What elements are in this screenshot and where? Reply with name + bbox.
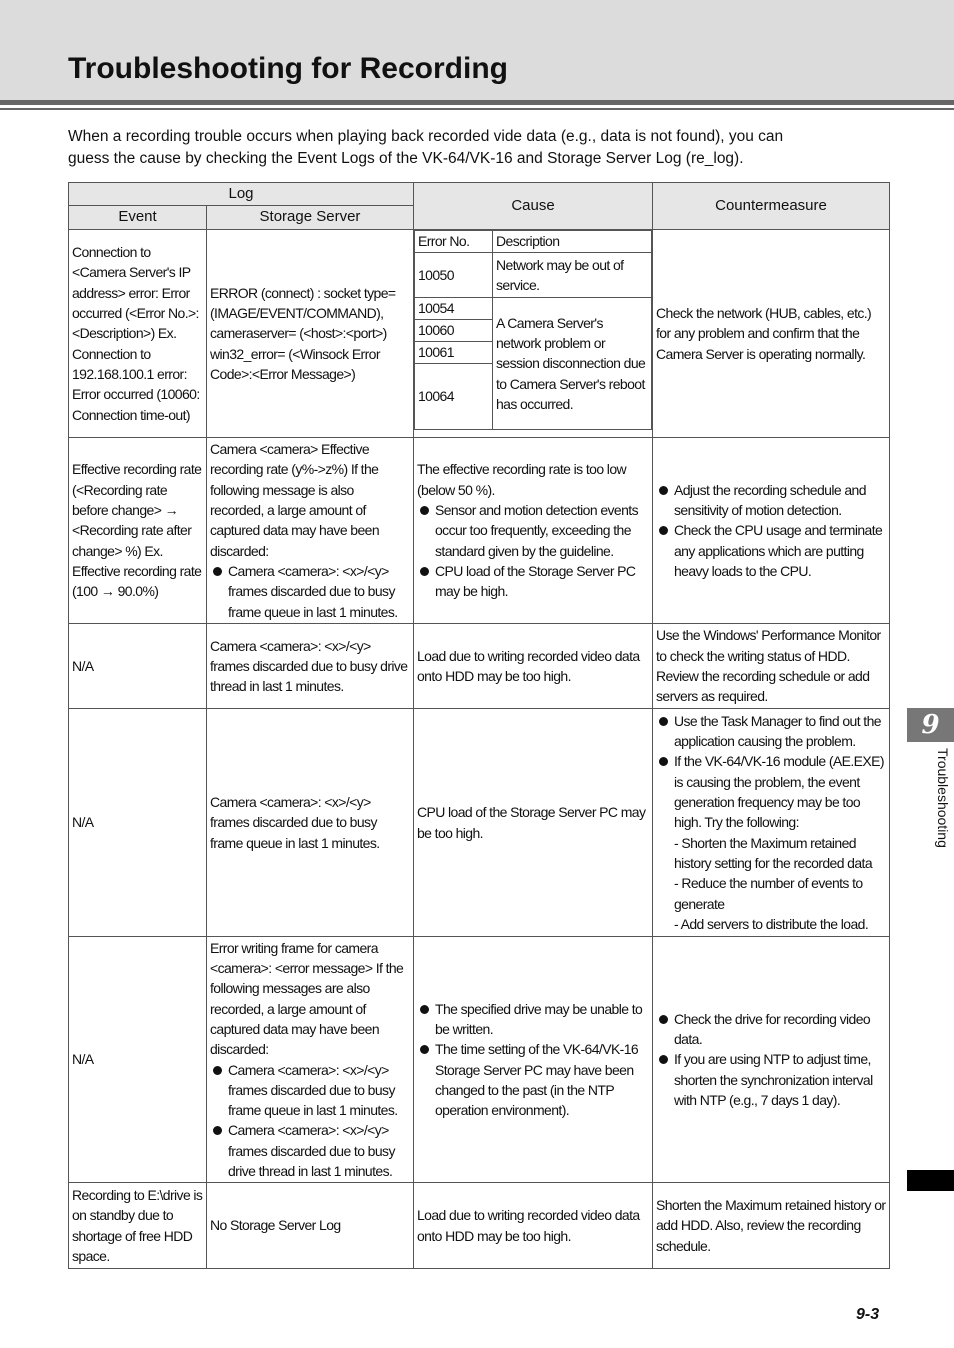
list-item: If you are using NTP to adjust time, shorten the synchronization interval with NTP (e.g., 7 days 1 day). (656, 1049, 886, 1110)
list-item: CPU load of the Storage Server PC may be high. (417, 561, 649, 602)
err-code: 10061 (415, 342, 493, 364)
list-item-text: If the VK-64/VK-16 module (AE.EXE) is causing the problem, the event generation frequency may be too high. Try the following: (674, 753, 884, 831)
intro-line-2: guess the cause by checking the Event Logs of the VK-64/VK-16 and Storage Server Log (re_log). (68, 150, 744, 167)
row2-storage: Camera <camera> Effective recording rate (y%->z%) If the following message is also recorded, a large amount of captured data may have been discarded: Camera <camera>: <x>/<y> frames discarded due to busy frame queue in last 1 minutes. (207, 438, 414, 624)
row6-event: Recording to E:\drive is on standby due to shortage of free HDD space. (69, 1183, 207, 1269)
row1-cause (414, 230, 653, 438)
header-storage-server: Storage Server (207, 206, 414, 230)
row1-countermeasure: Check the network (HUB, cables, etc.) for any problem and confirm that the Camera Server is operating normally. (653, 230, 890, 438)
list-item: Adjust the recording schedule and sensitivity of motion detection. (656, 480, 886, 521)
row4-event: N/A (69, 709, 207, 937)
row5-event: N/A (69, 937, 207, 1183)
row1-event: Connection to <Camera Server's IP address> error: Error occurred (<Error No.>: <Description>) Ex. Connection to 192.168.100.1 error: Error occurred (10060: Connection time-out) (69, 230, 207, 438)
row3-storage: Camera <camera>: <x>/<y> frames discarded due to busy drive thread in last 1 minutes. (207, 624, 414, 709)
row3-cause: Load due to writing recorded video data onto HDD may be too high. (414, 624, 653, 709)
list-item: Check the CPU usage and terminate any applications which are putting heavy loads to the CPU. (656, 520, 886, 581)
row4-cause: CPU load of the Storage Server PC may be too high. (414, 709, 653, 937)
err-desc: A Camera Server's network problem or session disconnection due to Camera Server's reboot has occurred. (493, 298, 652, 430)
table-row (69, 438, 890, 624)
table-row (69, 230, 890, 438)
page-number: 9-3 (856, 1306, 880, 1323)
header-event: Event (69, 206, 207, 230)
list-item (656, 751, 886, 934)
chapter-number: 9 (921, 710, 940, 740)
row2-countermeasure (653, 438, 890, 624)
row5-countermeasure (653, 937, 890, 1183)
err-code: 10060 (415, 320, 493, 342)
list-subitem: - Reduce the number of events to generate (674, 875, 863, 912)
intro-line-1: When a recording trouble occurs when playing back recorded vide data (e.g., data is not found), you can (68, 128, 784, 145)
list-item: Check the drive for recording video data. (656, 1009, 886, 1050)
table-row (69, 709, 890, 937)
chapter-label: Troubleshooting (935, 748, 951, 848)
row5-storage: Error writing frame for camera <camera>: <error message> If the following messages are also recorded, a large amount of captured data may have been discarded: Camera <camera>: <x>/<y> frames discarded due to busy frame queue in last 1 minutes. Camera <camera>: <x>/<y> frames discarded due to busy drive thread in last 1 minutes. (207, 937, 414, 1183)
row6-countermeasure: Shorten the Maximum retained history or add HDD. Also, review the recording schedule. (653, 1183, 890, 1269)
err-header-no: Error No. (415, 231, 493, 253)
table-row (69, 1183, 890, 1269)
row2-cause: The effective recording rate is too low (below 50 %). Sensor and motion detection events occur too frequently, exceeding the standard given by the guideline. CPU load of the Storage Server PC may be high. (414, 438, 653, 624)
list-item: Camera <camera>: <x>/<y> frames discarded due to busy drive thread in last 1 minutes. (210, 1120, 410, 1181)
list-item: The time setting of the VK-64/VK-16 Storage Server PC may have been changed to the past (in the NTP operation environment). (417, 1039, 649, 1120)
intro-paragraph (68, 126, 868, 170)
row3-countermeasure: Use the Windows' Performance Monitor to check the writing status of HDD. Review the recording schedule or add servers as required. (653, 624, 890, 709)
list-item: Sensor and motion detection events occur too frequently, exceeding the standard given by the guideline. (417, 500, 649, 561)
header-countermeasure: Countermeasure (653, 183, 890, 230)
row5-cause (414, 937, 653, 1183)
row6-cause: Load due to writing recorded video data onto HDD may be too high. (414, 1183, 653, 1269)
error-code-table (414, 230, 652, 430)
table-row (69, 937, 890, 1183)
row1-storage: ERROR (connect) : socket type= (IMAGE/EVENT/COMMAND), cameraserver= (<host>:<port>) win32_error= (<Winsock Error Code>:<Error Message>) (207, 230, 414, 438)
list-item: Camera <camera>: <x>/<y> frames discarded due to busy frame queue in last 1 minutes. (210, 561, 410, 622)
header-rule-thin (0, 108, 954, 110)
table-row (69, 624, 890, 709)
page-title: Troubleshooting for Recording (68, 52, 508, 85)
list-subitem: - Add servers to distribute the load. (674, 915, 869, 932)
err-desc: Network may be out of service. (493, 253, 652, 298)
list-item: Use the Task Manager to find out the application causing the problem. (656, 711, 886, 752)
row2-event: Effective recording rate (<Recording rate before change> → <Recording rate after change> %) Ex. Effective recording rate (100 → 90.0%) (69, 438, 207, 624)
troubleshooting-table (68, 182, 890, 1269)
err-code: 10054 (415, 298, 493, 320)
err-code: 10064 (415, 364, 493, 430)
err-header-desc: Description (493, 231, 652, 253)
list-item: The specified drive may be unable to be written. (417, 999, 649, 1040)
header-cause: Cause (414, 183, 653, 230)
list-subitem: - Shorten the Maximum retained history setting for the recorded data (674, 834, 873, 871)
header-rule-thick (0, 100, 954, 105)
list-item: Camera <camera>: <x>/<y> frames discarded due to busy frame queue in last 1 minutes. (210, 1060, 410, 1121)
chapter-tab (907, 708, 954, 742)
row6-storage: No Storage Server Log (207, 1183, 414, 1269)
row4-storage: Camera <camera>: <x>/<y> frames discarded due to busy frame queue in last 1 minutes. (207, 709, 414, 937)
chapter-marker-bar (907, 1170, 954, 1191)
row3-event: N/A (69, 624, 207, 709)
row4-countermeasure (653, 709, 890, 937)
header-log: Log (69, 183, 414, 206)
err-code: 10050 (415, 253, 493, 298)
